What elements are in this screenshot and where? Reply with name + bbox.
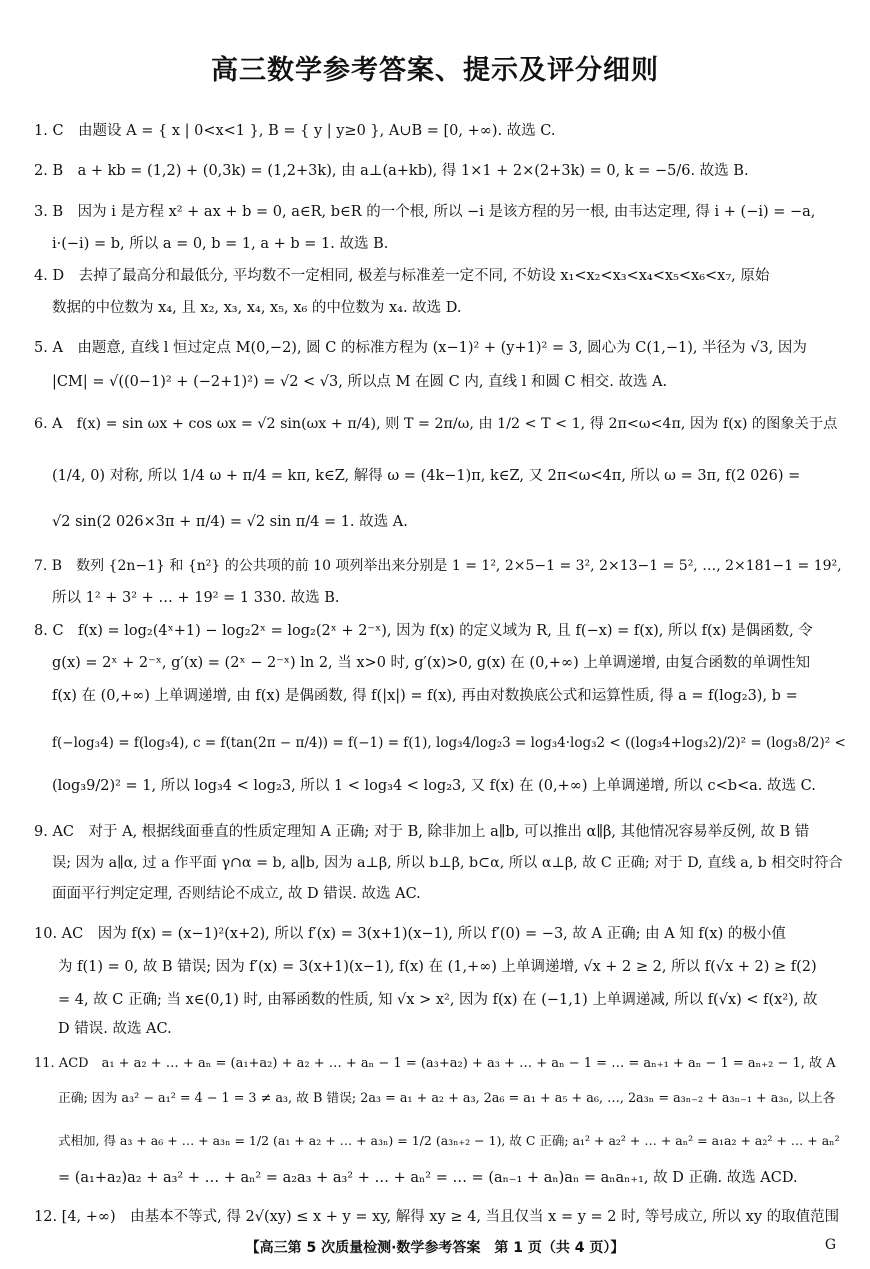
answer-line: |CM| = √((0−1)² + (−2+1)²) = √2 < √3, 所以点 M 在圆 C 内, 直线 l 和圆 C 相交. 故选 A. bbox=[52, 374, 668, 390]
answer-line: 4. D 去掉了最高分和最低分, 平均数不一定相同, 极差与标准差一定不同, 不妨设 x₁<x₂<x₃<x₄<x₅<x₆<x₇, 原始 bbox=[34, 268, 770, 284]
answer-line: = (a₁+a₂)a₂ + a₃² + … + aₙ² = a₂a₃ + a₃² + … + aₙ² = … = (aₙ₋₁ + aₙ)aₙ = aₙaₙ₊₁, 故 D 正确. 故选 ACD. bbox=[58, 1170, 798, 1186]
answer-line: 面面平行判定定理, 否则结论不成立, 故 D 错误. 故选 AC. bbox=[52, 886, 421, 902]
answer-line: 3. B 因为 i 是方程 x² + ax + b = 0, a∈R, b∈R 的一个根, 所以 −i 是该方程的另一根, 由韦达定理, 得 i + (−i) = −a, bbox=[34, 204, 816, 220]
answer-line: 1. C 由题设 A = { x | 0<x<1 }, B = { y | y≥0 }, A∪B = [0, +∞). 故选 C. bbox=[34, 123, 556, 139]
page-title: 高三数学参考答案、提示及评分细则 bbox=[211, 55, 659, 86]
answer-line: f(−log₃4) = f(log₃4), c = f(tan(2π − π/4)) = f(−1) = f(1), log₃4/log₂3 = log₃4·log₃2 < ((log₃4+log₃2)/2)² = (log₃8/2)² < bbox=[52, 735, 846, 751]
answer-line: 7. B 数列 {2n−1} 和 {n²} 的公共项的前 10 项列举出来分别是 1 = 1², 2×5−1 = 3², 2×13−1 = 5², …, 2×181−1 = 19², bbox=[34, 558, 842, 574]
answer-line: 9. AC 对于 A, 根据线面垂直的性质定理知 A 正确; 对于 B, 除非加上 a∥b, 可以推出 α∥β, 其他情况容易举反例, 故 B 错 bbox=[34, 824, 810, 840]
answer-line: 误; 因为 a∥α, 过 a 作平面 γ∩α = b, a∥b, 因为 a⊥β, 所以 b⊥β, b⊂α, 所以 α⊥β, 故 C 正确; 对于 D, 直线 a, b 相交时符合 bbox=[52, 855, 843, 871]
answer-line: 式相加, 得 a₃ + a₆ + … + a₃ₙ = 1/2 (a₁ + a₂ + … + a₃ₙ) = 1/2 (a₃ₙ₊₂ − 1), 故 C 正确; a₁² + a₂² + … + aₙ² = a₁a₂ + a₂² + … + aₙ² bbox=[58, 1133, 840, 1148]
answer-line: = 4, 故 C 正确; 当 x∈(0,1) 时, 由幂函数的性质, 知 √x > x², 因为 f(x) 在 (−1,1) 上单调递减, 所以 f(√x) < f(x²), 故 bbox=[58, 992, 818, 1008]
page-version-letter: G bbox=[824, 1237, 836, 1253]
answer-line: 为 f(1) = 0, 故 B 错误; 因为 f′(x) = 3(x+1)(x−1), f(x) 在 (1,+∞) 上单调递增, √x + 2 ≥ 2, 所以 f(√x + 2) ≥ f(2) bbox=[58, 959, 817, 975]
answer-line: (1/4, 0) 对称, 所以 1/4 ω + π/4 = kπ, k∈Z, 解得 ω = (4k−1)π, k∈Z, 又 2π<ω<4π, 所以 ω = 3π, f(2 026) = bbox=[52, 468, 801, 484]
answer-line: D 错误. 故选 AC. bbox=[58, 1021, 172, 1037]
answer-line: 正确; 因为 a₃² − a₁² = 4 − 1 = 3 ≠ a₃, 故 B 错误; 2a₃ = a₁ + a₂ + a₃, 2a₆ = a₁ + a₅ + a₆, …, 2a₃ₙ = a₃ₙ₋₂ + a₃ₙ₋₁ + a₃ₙ, 以上各 bbox=[58, 1091, 836, 1106]
answer-line: g(x) = 2ˣ + 2⁻ˣ, g′(x) = (2ˣ − 2⁻ˣ) ln 2, 当 x>0 时, g′(x)>0, g(x) 在 (0,+∞) 上单调递增, 由复合函数的单调性知 bbox=[52, 655, 811, 671]
answer-line: 10. AC 因为 f(x) = (x−1)²(x+2), 所以 f′(x) = 3(x+1)(x−1), 所以 f′(0) = −3, 故 A 正确; 由 A 知 f(x) 的极小值 bbox=[34, 926, 786, 942]
answer-line: 6. A f(x) = sin ωx + cos ωx = √2 sin(ωx + π/4), 则 T = 2π/ω, 由 1/2 < T < 1, 得 2π<ω<4π, 因为 f(x) 的图象关于点 bbox=[34, 416, 838, 432]
answer-line: 11. ACD a₁ + a₂ + … + aₙ = (a₁+a₂) + a₂ + … + aₙ − 1 = (a₃+a₂) + a₃ + … + aₙ − 1 = … = aₙ₊₁ + aₙ − 1 = aₙ₊₂ − 1, 故 A bbox=[34, 1056, 836, 1071]
answer-line: 8. C f(x) = log₂(4ˣ+1) − log₂2ˣ = log₂(2ˣ + 2⁻ˣ), 因为 f(x) 的定义域为 R, 且 f(−x) = f(x), 所以 f(x) 是偶函数, 令 bbox=[34, 623, 813, 639]
answer-line: 5. A 由题意, 直线 l 恒过定点 M(0,−2), 圆 C 的标准方程为 (x−1)² + (y+1)² = 3, 圆心为 C(1,−1), 半径为 √3, 因为 bbox=[34, 340, 807, 356]
answer-line: √2 sin(2 026×3π + π/4) = √2 sin π/4 = 1. 故选 A. bbox=[52, 514, 408, 530]
answer-line: (log₃9/2)² = 1, 所以 log₃4 < log₂3, 所以 1 < log₃4 < log₂3, 又 f(x) 在 (0,+∞) 上单调递增, 所以 c<b<a. 故选 C. bbox=[52, 778, 816, 794]
answer-line: 数据的中位数为 x₄, 且 x₂, x₃, x₄, x₅, x₆ 的中位数为 x₄. 故选 D. bbox=[52, 300, 462, 316]
page-footer: 【高三第 5 次质量检测·数学参考答案 第 1 页（共 4 页）】 bbox=[245, 1240, 625, 1256]
answer-line: f(x) 在 (0,+∞) 上单调递增, 由 f(x) 是偶函数, 得 f(|x|) = f(x), 再由对数换底公式和运算性质, 得 a = f(log₂3), b = bbox=[52, 688, 798, 704]
answer-line: 12. [4, +∞) 由基本不等式, 得 2√(xy) ≤ x + y = xy, 解得 xy ≥ 4, 当且仅当 x = y = 2 时, 等号成立, 所以 xy 的取值范围 bbox=[34, 1209, 840, 1225]
answer-line: 2. B a + kb = (1,2) + (0,3k) = (1,2+3k), 由 a⊥(a+kb), 得 1×1 + 2×(2+3k) = 0, k = −5/6. 故选 B. bbox=[34, 163, 749, 179]
answer-line: i·(−i) = b, 所以 a = 0, b = 1, a + b = 1. 故选 B. bbox=[52, 236, 389, 252]
answer-line: 所以 1² + 3² + … + 19² = 1 330. 故选 B. bbox=[52, 590, 340, 606]
